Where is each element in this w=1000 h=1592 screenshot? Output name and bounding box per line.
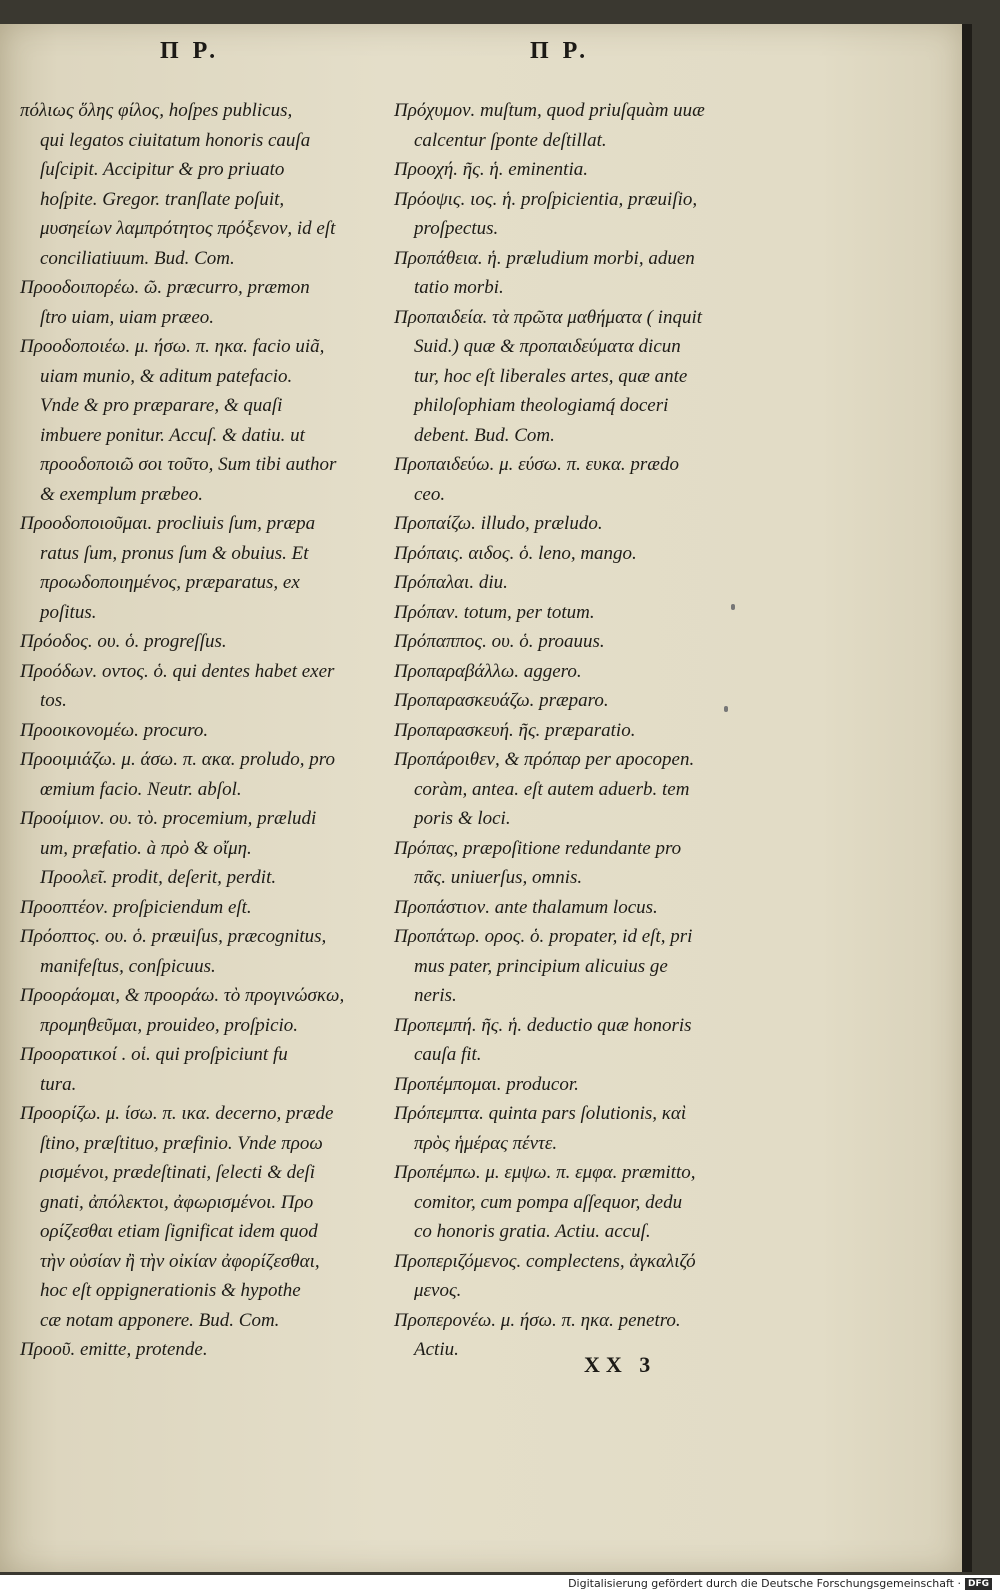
left-column-line: Προοδοποιοῦμαι. procliuis ſum, præpa: [20, 513, 316, 534]
right-column-line: Προπάστιον. ante thalamum locus.: [394, 896, 658, 918]
left-column-line: Προοίμιον. ου. τὸ. procemium, præludi: [20, 808, 317, 829]
left-column-line: Προορατικοί . οἱ. qui proſpiciunt fu: [20, 1044, 288, 1065]
right-column-line: Προπαραβάλλω. aggero.: [394, 660, 582, 682]
left-column-line: προμηθεῦμαι, prouideo, proſpicio.: [40, 1014, 299, 1036]
left-column-line: hoſpite. Gregor. tranſlate poſuit,: [40, 188, 285, 210]
left-column-line: cæ notam apponere. Bud. Com.: [40, 1309, 280, 1331]
right-column-line: Προπέμπομαι. producor.: [394, 1073, 579, 1095]
left-column-line: hoc eſt oppignerationis & hypothe: [40, 1280, 301, 1301]
right-column-line: μενος.: [414, 1280, 462, 1301]
right-column-line: tur, hoc eſt liberales artes, quæ ante: [414, 365, 688, 387]
dfg-logo: DFG: [965, 1578, 992, 1590]
left-column-line: Πρόοπτος. ου. ὁ. præuiſus, præcognitus,: [20, 926, 327, 947]
left-column-line: Προόδων. οντος. ὁ. qui dentes habet exer: [20, 660, 335, 682]
right-column-line: Πρόπαν. totum, per totum.: [394, 601, 595, 623]
right-column-line: cauſa fit.: [414, 1044, 482, 1065]
left-column-line: ſtro uiam, uiam præeo.: [40, 306, 214, 328]
right-column-line: Προπεριζόμενος. complectens, ἀγκαλιζό: [394, 1250, 696, 1272]
right-column-line: πᾶς. uniuerſus, omnis.: [414, 867, 583, 888]
right-column-line: Προπαίζω. illudo, præludo.: [394, 513, 603, 534]
right-column-line: Προοχή. ῆς. ἡ. eminentia.: [394, 159, 588, 180]
right-column-line: calcentur ſponte deſtillat.: [414, 129, 607, 151]
left-column-line: ſtino, præſtituo, præfinio. Vnde προω: [40, 1132, 323, 1154]
right-column-line: Προπερονέω. μ. ήσω. π. ηκα. penetro.: [394, 1309, 681, 1331]
running-head-right: Π P.: [530, 38, 590, 64]
right-column-line: Πρόπας, præpoſitione redundante pro: [394, 837, 682, 859]
left-column-line: προοδοποιῶ σοι τοῦτο, Sum tibi author: [40, 454, 337, 475]
left-column-line: imbuere ponitur. Accuſ. & datiu. ut: [40, 424, 305, 446]
right-column-line: πρὸς ἡμέρας πέντε.: [414, 1132, 558, 1154]
left-column-line: tura.: [40, 1073, 77, 1095]
left-column-line: τὴν οὐσίαν ἢ τὴν οἰκίαν ἀφορίζεσθαι,: [40, 1250, 320, 1272]
right-column-line: coràm, antea. eſt autem aduerb. tem: [414, 778, 690, 800]
right-column-line: Actiu.: [414, 1339, 459, 1360]
left-column-line: poſitus.: [40, 601, 97, 623]
left-column-line: μυσηείων λαμπρότητος πρόξενον, id eſt: [40, 218, 336, 239]
footer-credit: [568, 1577, 992, 1590]
page-edge: [962, 24, 972, 1572]
right-column-line: co honoris gratia. Actiu. accuſ.: [414, 1221, 651, 1242]
right-column-line: Πρόχυμον. muſtum, quod priuſquàm uuæ: [394, 100, 705, 121]
right-column-line: Προπέμπω. μ. εμψω. π. εμφα. præmitto,: [394, 1162, 696, 1183]
running-head-left: Π P.: [160, 38, 220, 64]
left-column-line: ορίζεσθαι etiam ſignificat idem quod: [40, 1221, 318, 1242]
right-column-line: mus pater, principium alicuius ge: [414, 955, 668, 977]
right-column-line: Προπαρασκευή. ῆς. præparatio.: [394, 719, 636, 741]
left-column-line: œmium facio. Neutr. abſol.: [40, 778, 242, 800]
right-column-line: Suid.) quæ & προπαιδεύματα dicun: [414, 336, 681, 357]
left-column-line: manifeſtus, conſpicuus.: [40, 955, 216, 977]
left-column: [20, 96, 360, 1365]
right-column-line: proſpectus.: [414, 218, 499, 239]
left-column-line: Προοπτέον. proſpiciendum eſt.: [20, 896, 252, 918]
right-column-line: ceo.: [414, 483, 446, 505]
left-column-line: Προοδοιπορέω. ῶ. præcurro, præmon: [20, 277, 310, 298]
right-column-line: Προπάτωρ. ορος. ὁ. propater, id eſt, pri: [394, 926, 693, 947]
left-column-line: Προολεῖ. prodit, deſerit, perdit.: [40, 867, 277, 888]
left-column-line: Προοιμιάζω. μ. άσω. π. ακα. proludo, pro: [20, 749, 335, 770]
left-column-line: πόλιως ὅλης φίλος, hoſpes publicus,: [20, 100, 293, 121]
left-column-line: ρισμένοι, prædeſtinati, ſelecti & deſi: [40, 1162, 316, 1183]
left-column-line: Προοδοποιέω. μ. ήσω. π. ηκα. facio uiã,: [20, 336, 325, 357]
left-column-line: um, præfatio. à πρὸ & οἴμη.: [40, 837, 252, 859]
left-column-line: ſuſcipit. Accipitur & pro priuato: [40, 159, 285, 180]
ink-spot: [731, 604, 735, 610]
left-column-line: & exemplum præbeo.: [40, 483, 204, 505]
right-column-line: Προπάροιθεν, & πρόπαρ per apocopen.: [394, 749, 695, 770]
right-column-line: Πρόοψις. ιος. ἡ. proſpicientia, præuiſio,: [394, 188, 698, 210]
left-column-line: προωδοποιημένος, præparatus, ex: [40, 572, 300, 593]
left-column-line: conciliatiuum. Bud. Com.: [40, 247, 235, 269]
left-column-line: Πρόοδος. ου. ὁ. progreſſus.: [20, 631, 227, 652]
right-column-line: neris.: [414, 985, 457, 1006]
right-column-line: Προπεμπή. ῆς. ἡ. deductio quæ honoris: [394, 1014, 692, 1036]
right-column-line: Πρόπαππος. ου. ὁ. proauus.: [394, 631, 605, 652]
right-column-line: poris & loci.: [414, 808, 511, 829]
left-column-line: uiam munio, & aditum patefacio.: [40, 365, 293, 387]
right-column-line: philoſophiam theologiamq́ doceri: [414, 395, 669, 416]
right-column-line: Προπάθεια. ἡ. præludium morbi, aduen: [394, 247, 695, 269]
left-column-line: Προοῦ. emitte, protende.: [20, 1339, 208, 1360]
right-column-line: Προπαρασκευάζω. præparo.: [394, 690, 609, 711]
left-column-line: qui legatos ciuitatum honoris cauſa: [40, 129, 311, 151]
right-column-line: Πρόπεμπτα. quinta pars ſolutionis, καὶ: [394, 1103, 687, 1124]
footer-text: Digitalisierung gefördert durch die Deutsche Forschungsgemeinschaft ·: [568, 1577, 961, 1590]
right-column-line: debent. Bud. Com.: [414, 424, 555, 446]
left-column-line: ratus ſum, pronus ſum & obuius. Et: [40, 542, 309, 564]
right-column-line: tatio morbi.: [414, 277, 504, 298]
right-column-line: Προπαιδεύω. μ. εύσω. π. ευκα. prædo: [394, 454, 679, 475]
left-column-line: Προορίζω. μ. ίσω. π. ικα. decerno, præde: [20, 1103, 334, 1124]
left-column-line: tos.: [40, 690, 67, 711]
right-column-line: Πρόπαις. αιδος. ὁ. leno, mango.: [394, 542, 637, 564]
right-column-line: Πρόπαλαι. diu.: [394, 572, 508, 593]
ink-spot: [724, 706, 728, 712]
left-column-line: Προοικονομέω. procuro.: [20, 719, 209, 741]
left-column-line: Προοράομαι, & προοράω. τὸ προγινώσκω,: [20, 985, 345, 1006]
right-column-line: Προπαιδεία. τὰ πρῶτα μαθήματα ( inquit: [394, 306, 702, 328]
signature-mark: XX 3: [584, 1352, 657, 1377]
right-column-line: comitor, cum pompa aſſequor, dedu: [414, 1191, 683, 1213]
left-column-line: gnati, ἀπόλεκτοι, ἀφωρισμένοι. Προ: [40, 1191, 314, 1213]
right-column: [394, 96, 739, 1365]
left-column-line: Vnde & pro præparare, & quaſi: [40, 395, 283, 416]
